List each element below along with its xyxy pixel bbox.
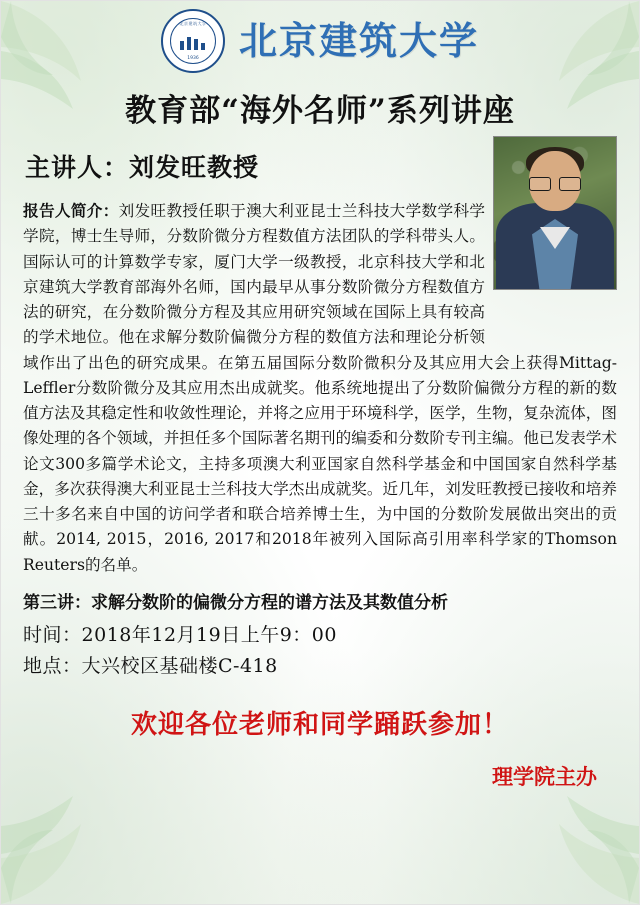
lecture-place-value: 大兴校区基础楼C-418 — [81, 654, 278, 677]
emblem-year: 1936 — [187, 56, 199, 61]
bio-lead-label: 报告人简介： — [23, 201, 119, 220]
speaker-name: 主讲人：刘发旺教授 — [25, 153, 260, 182]
portrait-glasses-icon — [529, 177, 581, 189]
welcome-message: 欢迎各位老师和同学踊跃参加！ — [130, 709, 509, 740]
lecture-place — [23, 651, 617, 678]
organizer-name: 理学院主办 — [492, 763, 597, 789]
bio-body-text: 刘发旺教授任职于澳大利亚昆士兰科技大学数学科学学院，博士生导师，分数阶微分方程数值方法团队的学科带头人。国际认可的计算数学专家，厦门大学一级教授，北京科技大学和北京建筑大学教育部海外名师，国内最早从事分数阶微分方程数值方法的研究，在分数阶微分方程及其应用研究领域在国际上具有较高的学术地位。他在求解分数阶偏微分方程的数值方法和理论分析领域作出了出色的研究成果。在第五届国际分数阶微积分及其应用大会上获得Mittag-Leffler分数阶微分及其应用杰出成就奖。他系统地提出了分数阶偏微分方程的新的数值方法及其稳定性和收敛性理论，并将之应用于环境科学，医学，生物，复杂流体，图像处理的各个领域，并担任多个国际著名期刊的编委和分数阶专刊主编。他已发表学术论文300多篇学术论文，主持多项澳大利亚国家自然科学基金和中国国家自然科学基金，多次获得澳大利亚昆士兰科技大学杰出成就奖。近几年，刘发旺教授已接收和培养三十多名来自中国的访问学者和联合培养博士生，为中国的分数阶发展做出突出的贡献。2014, 2015，2016, 2017和2018年被列入国际高引用率科学家的Thomson Reuters的名单。 — [23, 202, 617, 574]
university-emblem-icon — [161, 9, 225, 73]
emblem-top-text: 北京建筑大学 — [179, 21, 207, 26]
poster-header — [1, 1, 639, 73]
lecture-title: 第三讲：求解分数阶的偏微分方程的谱方法及其数值分析 — [23, 592, 448, 613]
university-name: 北京建筑大学 — [238, 18, 479, 63]
speaker-row — [1, 136, 639, 188]
series-title: 教育部“海外名师”系列讲座 — [125, 93, 515, 129]
lecture-time-value: 2018年12月19日上午9：00 — [81, 623, 337, 646]
lecture-time-label: 时间： — [23, 623, 82, 646]
lecture-place-label: 地点： — [23, 654, 82, 677]
emblem-building-icon — [180, 36, 206, 50]
lecture-details — [23, 588, 617, 678]
lecture-time — [23, 620, 617, 647]
speaker-portrait — [493, 136, 617, 290]
